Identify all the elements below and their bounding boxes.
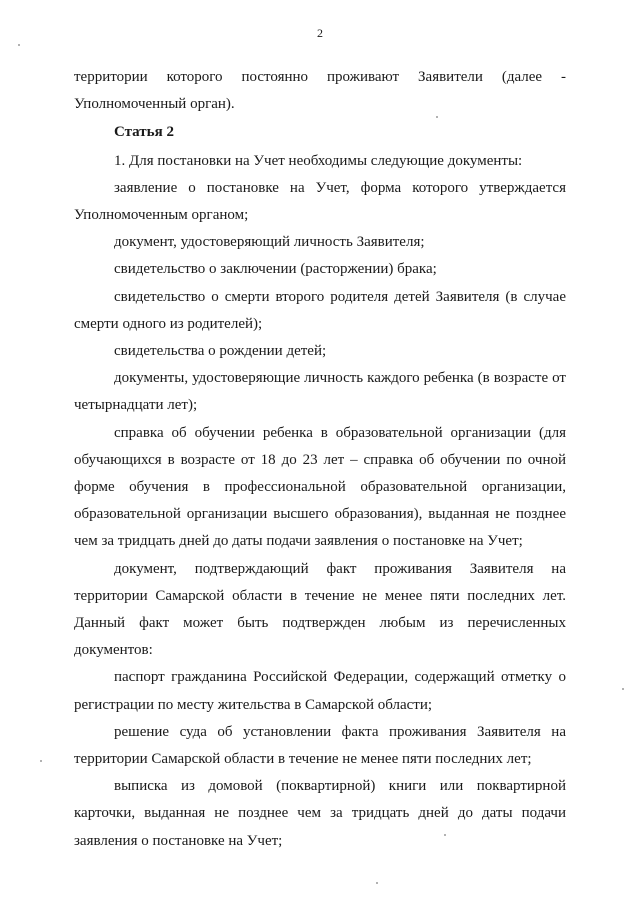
list-item-residence-proof: документ, подтверждающий факт проживания Заявителя на территории Самарской области в течение не менее пяти последних лет. Данный факт может быть подтвержден любым из перечисленных документов: — [74, 560, 566, 659]
page-number: 2 — [317, 26, 323, 40]
document-body — [74, 64, 566, 855]
scan-speck — [622, 688, 624, 690]
paragraph-continuation: территории которого постоянно проживают Заявители (далее - Уполномоченный орган). — [74, 69, 566, 113]
list-item-passport: паспорт гражданина Российской Федерации, содержащий отметку о регистрации по месту жительства в Самарской области; — [74, 669, 566, 713]
list-item-education-certificate: справка об обучении ребенка в образовательной организации (для обучающихся в возрасте от 18 до 23 лет – справка об обучении по очной форме обучения в профессиональной образовательной организации, образовательной организации высшего образования), выданная не позднее чем за тридцать дней до даты подачи заявления о постановке на Учет; — [74, 424, 566, 550]
list-item-court-decision: решение суда об установлении факта проживания Заявителя на территории Самарской области в течение не менее пяти последних лет; — [74, 723, 566, 768]
scan-speck — [40, 760, 42, 762]
list-item-marriage-certificate: свидетельство о заключении (расторжении) брака; — [114, 261, 437, 278]
scan-speck — [436, 116, 438, 118]
list-item-children-identity: документы, удостоверяющие личность каждого ребенка (в возрасте от четырнадцати лет); — [74, 370, 566, 414]
list-item-birth-certificates: свидетельства о рождении детей; — [114, 343, 327, 360]
scan-speck — [376, 882, 378, 884]
article-heading: Статья 2 — [114, 124, 174, 141]
list-item-application: заявление о постановке на Учет, форма которого утверждается Уполномоченным органом; — [74, 179, 566, 224]
list-item-death-certificate: свидетельство о смерти второго родителя детей Заявителя (в случае смерти одного из родителей); — [74, 288, 566, 332]
scan-speck — [18, 44, 20, 46]
scan-speck — [444, 834, 446, 836]
list-item-identity-document: документ, удостоверяющий личность Заявителя; — [114, 234, 425, 251]
paragraph-intro: 1. Для постановки на Учет необходимы следующие документы: — [114, 152, 523, 169]
list-item-house-register-extract: выписка из домовой (поквартирной) книги или поквартирной карточки, выданная не позднее чем за тридцать дней до даты подачи заявления о постановке на Учет; — [74, 778, 566, 849]
